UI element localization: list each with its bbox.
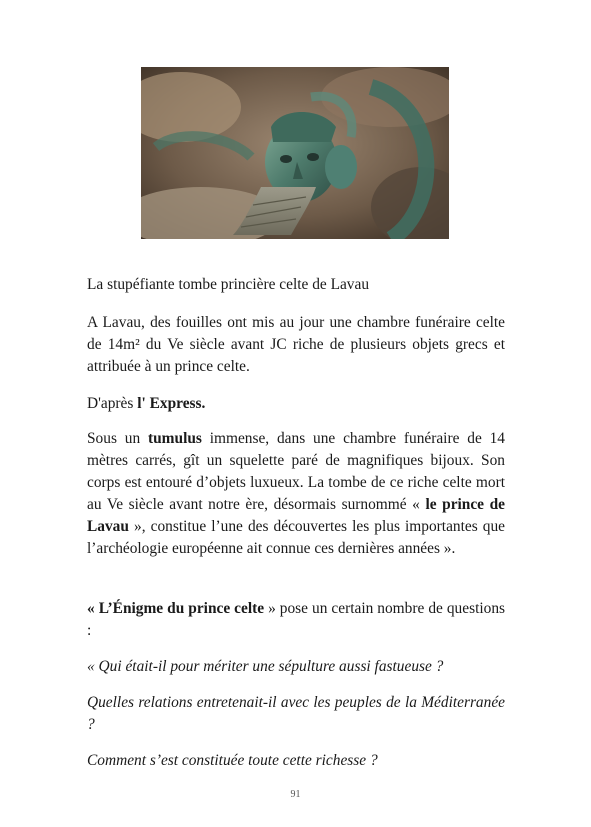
question-1: « Qui était-il pour mériter une sépulture aussi fastueuse ? bbox=[87, 658, 444, 675]
source-name: l' Express. bbox=[137, 395, 206, 412]
enigma-paragraph bbox=[87, 598, 505, 642]
source-line bbox=[87, 393, 505, 415]
article-title: La stupéfiante tombe princière celte de Lavau bbox=[87, 276, 370, 293]
text-segment: », constitue l’une des découvertes les plus importantes que l’archéologie européenne ait connue ces dernières années ». bbox=[87, 518, 505, 557]
text-segment: immense, dans une chambre funéraire de 14 mètres carrés, gît un squelette paré de magnifiques bijoux. Son corps est entouré d’objets luxueux. La tombe de ce riche celte mort au Ve siècle avant notre ère, désormais surnommé « bbox=[87, 430, 505, 513]
bold-enigma-title: « L’Énigme du prince celte bbox=[87, 600, 265, 617]
question-2: Quelles relations entretenait-il avec les peuples de la Méditerranée ? bbox=[87, 694, 505, 733]
source-prefix: D'après bbox=[87, 395, 138, 412]
intro-paragraph: A Lavau, des fouilles ont mis au jour une chambre funéraire celte de 14m² du Ve siècle avant JC riche de plusieurs objets grecs et attribuée à un prince celte. bbox=[87, 314, 505, 375]
text-segment: » pose un certain nombre de questions : bbox=[87, 600, 506, 639]
bronze-head-artifact-photo bbox=[141, 67, 449, 239]
question-3: Comment s’est constituée toute cette richesse ? bbox=[87, 752, 378, 769]
page-number: 91 bbox=[290, 789, 301, 800]
bold-term-tumulus: tumulus bbox=[148, 430, 202, 447]
artifact-photo bbox=[141, 67, 449, 239]
body-paragraph bbox=[87, 428, 505, 560]
text-segment: Sous un bbox=[87, 430, 148, 447]
bold-term-prince: le prince de Lavau bbox=[87, 496, 505, 535]
